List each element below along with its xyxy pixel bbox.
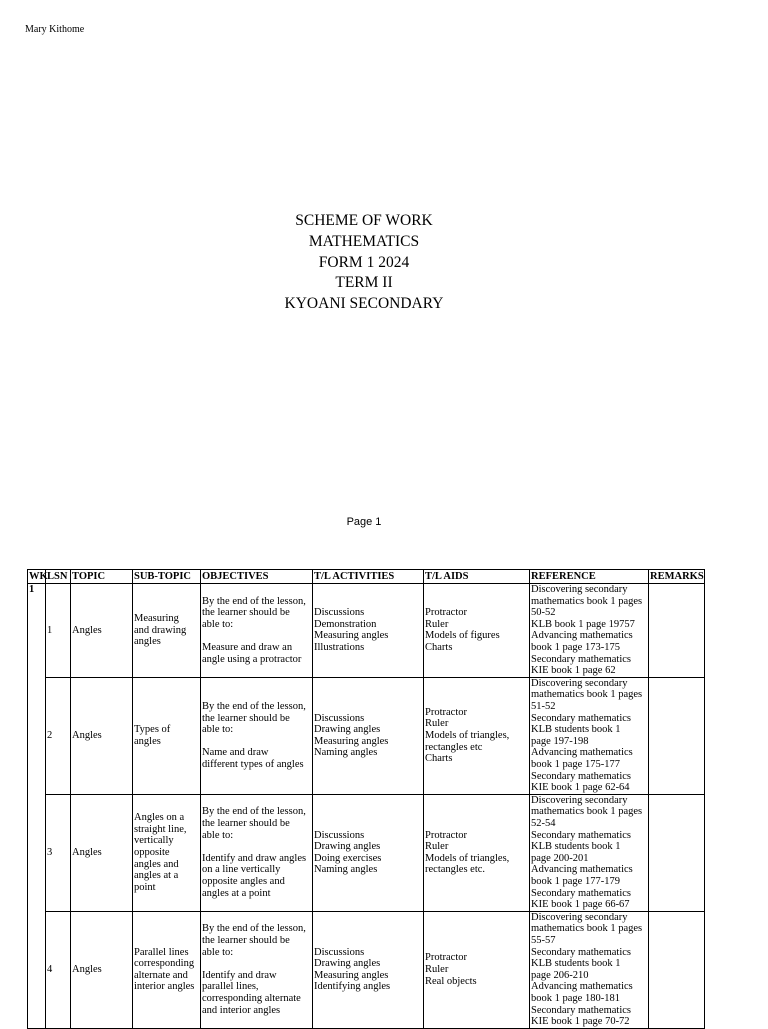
objectives-cell — [201, 584, 313, 678]
week-cell: 1 — [28, 584, 46, 1029]
objectives-cell-line: By the end of the lesson, — [202, 700, 306, 712]
aids-cell — [424, 911, 530, 1028]
subtopic-cell-line: and drawing — [134, 624, 187, 636]
lesson-number: 1 — [46, 584, 71, 678]
scheme-table — [27, 569, 705, 1029]
header-author: Mary Kithome — [25, 24, 85, 35]
objectives-cell-line: the learner should be — [202, 607, 290, 619]
subtopic-cell — [133, 677, 201, 794]
subtopic-cell-line: Types of — [134, 724, 171, 736]
reference-cell — [530, 794, 649, 911]
activities-cell-line: Demonstration — [314, 618, 377, 630]
objectives-cell-line: different types of angles — [202, 758, 304, 770]
objectives-cell-line: By the end of the lesson, — [202, 806, 306, 818]
topic-cell: Angles — [71, 677, 133, 794]
document-title — [0, 211, 728, 315]
objectives-cell — [201, 911, 313, 1028]
activities-cell-line: Measuring angles — [314, 969, 389, 981]
aids-cell-line: Protractor — [425, 952, 467, 964]
title-line: FORM 1 2024 — [318, 253, 410, 271]
activities-cell-line: Discussions — [314, 946, 365, 958]
table-header-row — [28, 570, 705, 584]
reference-cell-line: Discovering secondary — [531, 584, 628, 595]
reference-cell-line: Secondary mathematics — [531, 829, 632, 841]
objectives-cell-line: able to: — [202, 946, 234, 958]
objectives-cell-line: opposite angles and — [202, 875, 285, 887]
column-header-lsn: LSN — [46, 570, 71, 584]
aids-cell-line: Protractor — [425, 829, 467, 841]
activities-cell-line: Discussions — [314, 607, 365, 619]
aids-cell-line: Charts — [425, 753, 453, 765]
reference-cell-line: Discovering secondary — [531, 677, 628, 689]
aids-cell-line: Protractor — [425, 706, 467, 718]
objectives-cell-line: the learner should be — [202, 934, 290, 946]
title-line: MATHEMATICS — [308, 232, 420, 250]
reference-cell-line: Advancing mathematics — [531, 864, 633, 876]
aids-cell-line: Real objects — [425, 975, 477, 987]
table-row — [28, 911, 705, 1028]
topic-cell: Angles — [71, 794, 133, 911]
topic-cell: Angles — [71, 911, 133, 1028]
subtopic-cell — [133, 911, 201, 1028]
reference-cell-line: KIE book 1 page 66-67 — [531, 899, 630, 911]
aids-cell — [424, 677, 530, 794]
table-row — [28, 677, 705, 794]
remarks-cell — [649, 794, 705, 911]
reference-cell-line: book 1 page 175-177 — [531, 758, 620, 770]
objectives-cell-line: corresponding alternate — [202, 992, 301, 1004]
activities-cell-line: Discussions — [314, 829, 365, 841]
activities-cell-line: Identifying angles — [314, 981, 391, 993]
aids-cell-line: Protractor — [425, 607, 467, 619]
column-header-objectives: OBJECTIVES — [201, 570, 313, 584]
objectives-cell-line: Identify and draw angles — [202, 852, 307, 864]
reference-cell-line: Secondary mathematics — [531, 653, 632, 665]
aids-cell-line: rectangles etc. — [425, 864, 486, 876]
subtopic-cell-line: angles at a — [134, 870, 179, 882]
reference-cell-line: mathematics book 1 pages — [531, 806, 643, 818]
objectives-cell-line — [202, 841, 311, 853]
remarks-cell — [649, 584, 705, 678]
subtopic-cell-line: angles and — [134, 858, 179, 870]
reference-cell — [530, 584, 649, 678]
column-header-topic: TOPIC — [71, 570, 133, 584]
objectives-cell-line — [202, 958, 311, 970]
reference-cell-line: Secondary mathematics — [531, 946, 632, 958]
reference-cell-line: book 1 page 177-179 — [531, 875, 620, 887]
subtopic-cell-line: angles — [134, 735, 161, 747]
reference-cell-line: Discovering secondary — [531, 911, 628, 923]
title-line: TERM II — [335, 274, 393, 292]
page-number: Page 1 — [346, 516, 382, 528]
remarks-cell — [649, 911, 705, 1028]
reference-cell-line: 52-54 — [531, 817, 556, 829]
reference-cell-line: KLB students book 1 — [531, 958, 621, 970]
objectives-cell-line: the learner should be — [202, 712, 290, 724]
reference-cell-line: KIE book 1 page 62 — [531, 665, 616, 677]
table-row — [28, 584, 705, 678]
reference-cell-line: Secondary mathematics — [531, 887, 632, 899]
objectives-cell — [201, 677, 313, 794]
reference-cell-line: mathematics book 1 pages — [531, 595, 643, 607]
lesson-number: 3 — [46, 794, 71, 911]
reference-cell-line: Secondary mathematics — [531, 712, 632, 724]
reference-cell — [530, 677, 649, 794]
subtopic-cell-line: vertically — [134, 835, 174, 847]
subtopic-cell-line: straight line, — [134, 823, 187, 835]
column-header-wk: WK — [29, 570, 48, 582]
subtopic-cell — [133, 794, 201, 911]
reference-cell-line: KIE book 1 page 62-64 — [531, 782, 630, 794]
reference-cell-line: mathematics book 1 pages — [531, 689, 643, 701]
subtopic-cell-line: opposite — [134, 846, 170, 858]
aids-cell-line: Ruler — [425, 618, 449, 630]
reference-cell-line: Secondary mathematics — [531, 1004, 632, 1016]
subtopic-cell-line: corresponding — [134, 958, 195, 970]
reference-cell-line: KLB students book 1 — [531, 841, 621, 853]
reference-cell-line: KLB students book 1 — [531, 724, 621, 736]
objectives-cell-line: able to: — [202, 618, 234, 630]
topic-cell: Angles — [71, 584, 133, 678]
activities-cell-line: Illustrations — [314, 641, 365, 653]
reference-cell-line: Advancing mathematics — [531, 630, 633, 642]
activities-cell-line: Measuring angles — [314, 630, 389, 642]
reference-cell-line: 51-52 — [531, 700, 556, 712]
reference-cell-line: page 197-198 — [531, 735, 589, 747]
reference-cell — [530, 911, 649, 1028]
reference-cell-line: page 200-201 — [531, 852, 589, 864]
aids-cell-line: Ruler — [425, 963, 449, 975]
column-header-remarks: REMARKS — [650, 570, 704, 582]
activities-cell-line: Naming angles — [314, 864, 378, 876]
column-header-reference: REFERENCE — [530, 570, 649, 584]
aids-cell-line: Models of triangles, — [425, 852, 510, 864]
subtopic-cell-line: interior angles — [134, 981, 195, 993]
title-line: KYOANI SECONDARY — [284, 295, 444, 313]
objectives-cell-line: able to: — [202, 724, 234, 736]
objectives-cell-line: By the end of the lesson, — [202, 595, 306, 607]
activities-cell-line: Drawing angles — [314, 841, 381, 853]
table-row — [28, 794, 705, 911]
objectives-cell-line: parallel lines, — [202, 981, 259, 993]
objectives-cell-line: angles at a point — [202, 887, 271, 899]
remarks-cell — [649, 677, 705, 794]
activities-cell-line: Drawing angles — [314, 724, 381, 736]
subtopic-cell-line: Angles on a — [134, 812, 185, 824]
reference-cell-line: book 1 page 180-181 — [531, 992, 620, 1004]
subtopic-cell-line: alternate and — [134, 969, 188, 981]
aids-cell-line: Models of figures — [425, 630, 500, 642]
reference-cell-line: Secondary mathematics — [531, 770, 632, 782]
activities-cell — [313, 794, 424, 911]
objectives-cell-line: By the end of the lesson, — [202, 923, 306, 935]
reference-cell-line: page 206-210 — [531, 969, 589, 981]
subtopic-cell-line: Measuring — [134, 612, 179, 624]
aids-cell-line: Ruler — [425, 718, 449, 730]
objectives-cell-line: and interior angles — [202, 1004, 281, 1016]
activities-cell-line: Naming angles — [314, 747, 378, 759]
aids-cell-line: Charts — [425, 641, 453, 653]
activities-cell — [313, 911, 424, 1028]
aids-cell-line: Ruler — [425, 841, 449, 853]
reference-cell-line: Advancing mathematics — [531, 747, 633, 759]
reference-cell-line: Discovering secondary — [531, 794, 628, 806]
aids-cell-line: rectangles etc — [425, 741, 483, 753]
objectives-cell-line: the learner should be — [202, 817, 290, 829]
subtopic-cell-line: Parallel lines — [134, 946, 189, 958]
reference-cell-line: 55-57 — [531, 934, 556, 946]
activities-cell-line: Discussions — [314, 712, 365, 724]
reference-cell-line: KLB book 1 page 19757 — [531, 618, 635, 630]
subtopic-cell-line: point — [134, 881, 156, 893]
aids-cell-line: Models of triangles, — [425, 729, 510, 741]
subtopic-cell-line: angles — [134, 636, 161, 648]
objectives-cell-line: on a line vertically — [202, 864, 281, 876]
reference-cell-line: mathematics book 1 pages — [531, 923, 643, 935]
activities-cell-line: Measuring angles — [314, 735, 389, 747]
objectives-cell-line: able to: — [202, 829, 234, 841]
reference-cell-line: book 1 page 173-175 — [531, 641, 620, 653]
activities-cell-line: Drawing angles — [314, 958, 381, 970]
aids-cell — [424, 794, 530, 911]
activities-cell — [313, 584, 424, 678]
objectives-cell — [201, 794, 313, 911]
subtopic-cell — [133, 584, 201, 678]
title-line: SCHEME OF WORK — [295, 212, 433, 229]
column-header-aids: T/L AIDS — [424, 570, 530, 584]
activities-cell-line: Doing exercises — [314, 852, 382, 864]
lesson-number: 4 — [46, 911, 71, 1028]
lesson-number: 2 — [46, 677, 71, 794]
objectives-cell-line: Name and draw — [202, 747, 269, 759]
reference-cell-line: 50-52 — [531, 607, 556, 619]
reference-cell-line: KIE book 1 page 70-72 — [531, 1016, 630, 1028]
column-header-subtopic: SUB-TOPIC — [133, 570, 201, 584]
objectives-cell-line — [202, 630, 311, 642]
objectives-cell-line — [202, 736, 311, 748]
objectives-cell-line: Measure and draw an — [202, 641, 293, 653]
activities-cell — [313, 677, 424, 794]
column-header-activities: T/L ACTIVITIES — [313, 570, 424, 584]
aids-cell — [424, 584, 530, 678]
reference-cell-line: Advancing mathematics — [531, 981, 633, 993]
objectives-cell-line: angle using a protractor — [202, 653, 302, 665]
objectives-cell-line: Identify and draw — [202, 969, 277, 981]
